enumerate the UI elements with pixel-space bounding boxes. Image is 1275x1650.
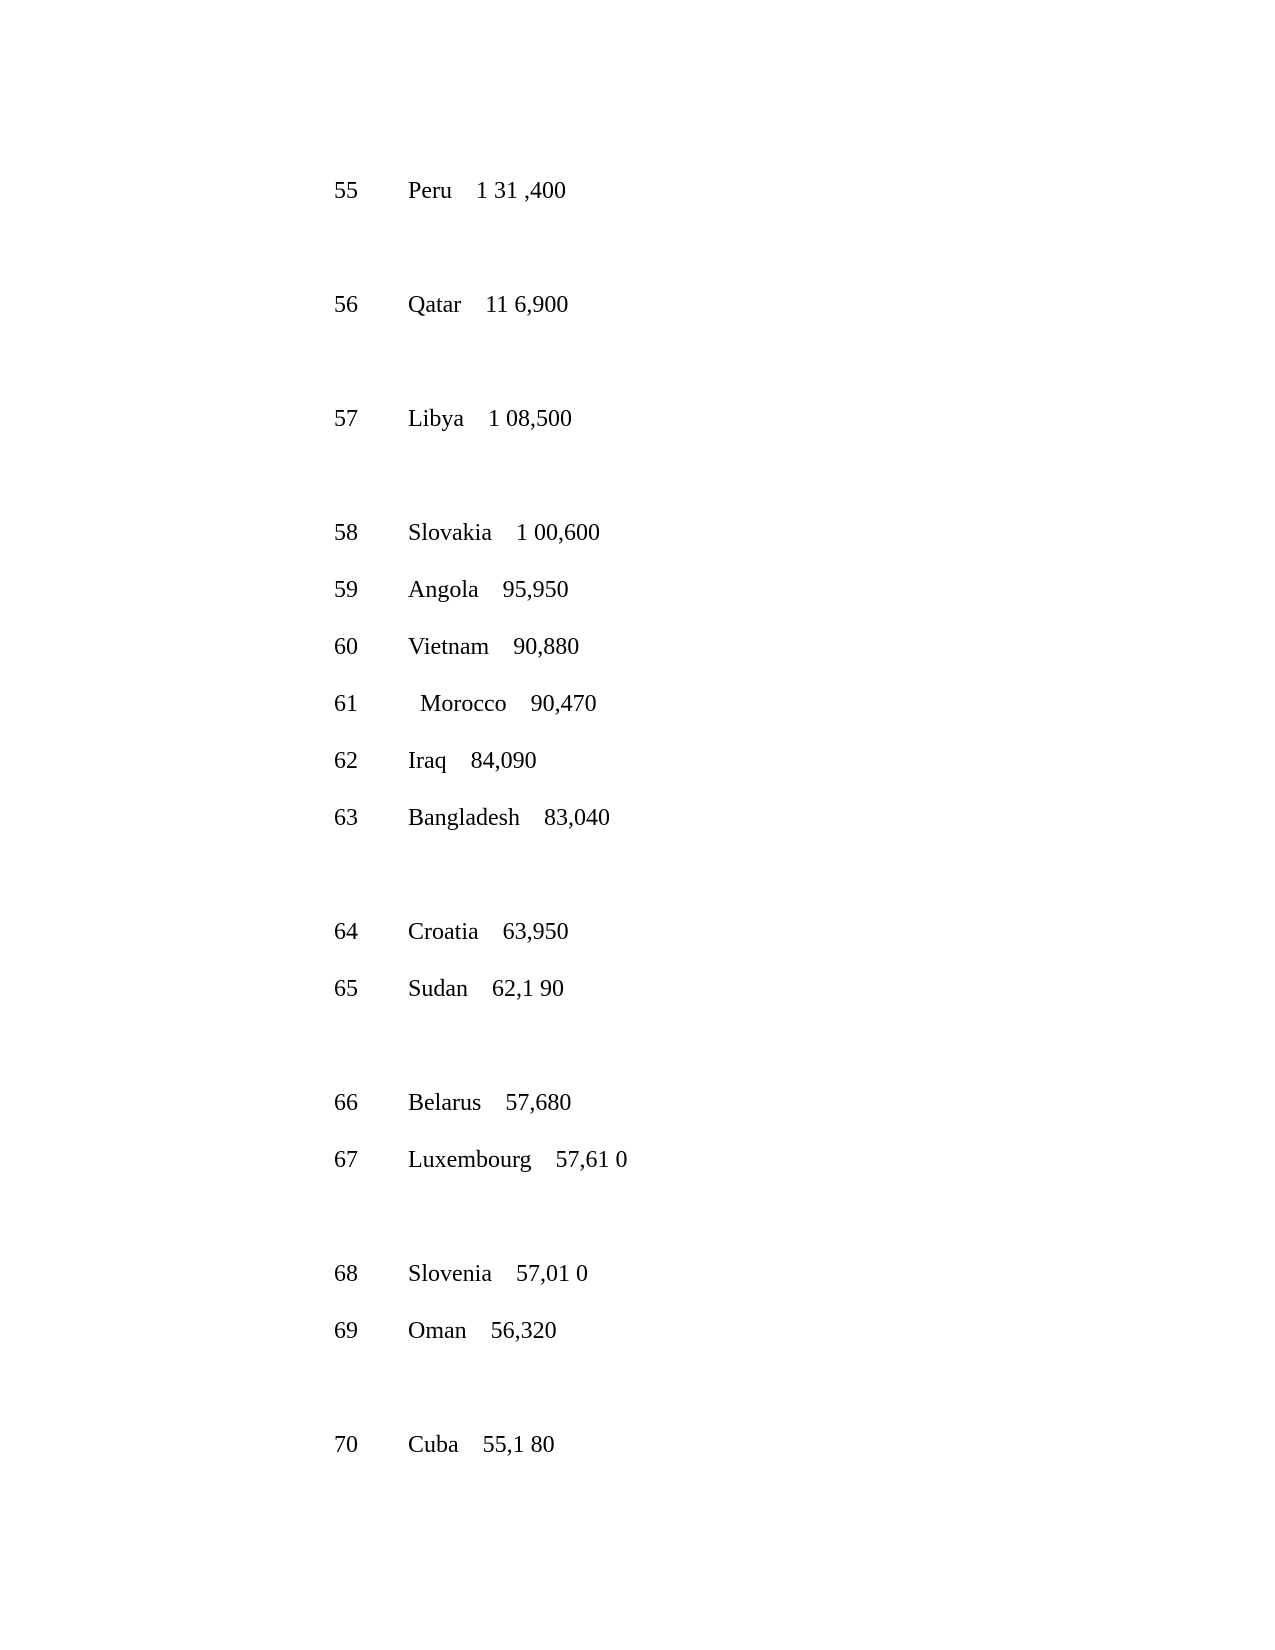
list-item (0, 1083, 1275, 1123)
list-item (0, 1140, 1275, 1180)
entry-text: Croatia 63,950 (408, 919, 569, 945)
list-item (0, 1311, 1275, 1351)
list-item (0, 1425, 1275, 1465)
entry-rank: 69 (334, 1318, 358, 1344)
entry-text: Slovenia 57,01 0 (408, 1261, 588, 1287)
list-item (0, 969, 1275, 1009)
entry-rank: 63 (334, 805, 358, 831)
list-item (0, 741, 1275, 781)
list-item (0, 513, 1275, 553)
entry-rank: 67 (334, 1147, 358, 1173)
entry-text: Luxembourg 57,61 0 (408, 1147, 628, 1173)
entry-rank: 60 (334, 634, 358, 660)
entry-text: Libya 1 08,500 (408, 406, 572, 432)
entry-text: Oman 56,320 (408, 1318, 557, 1344)
entry-text: Iraq 84,090 (408, 748, 537, 774)
entry-rank: 61 (334, 691, 358, 717)
list-item (0, 798, 1275, 838)
list-item (0, 1254, 1275, 1294)
list-item (0, 627, 1275, 667)
entry-rank: 55 (334, 178, 358, 204)
list-item (0, 171, 1275, 211)
entry-text: Angola 95,950 (408, 577, 569, 603)
entry-rank: 58 (334, 520, 358, 546)
entry-rank: 57 (334, 406, 358, 432)
entry-text: Qatar 11 6,900 (408, 292, 569, 318)
entry-rank: 64 (334, 919, 358, 945)
entry-rank: 70 (334, 1432, 358, 1458)
list-item (0, 399, 1275, 439)
entry-rank: 62 (334, 748, 358, 774)
list-item (0, 912, 1275, 952)
entry-text: Slovakia 1 00,600 (408, 520, 600, 546)
entry-rank: 68 (334, 1261, 358, 1287)
entry-text: Cuba 55,1 80 (408, 1432, 555, 1458)
entry-text: Sudan 62,1 90 (408, 976, 564, 1002)
list-item (0, 684, 1275, 724)
entry-text: Belarus 57,680 (408, 1090, 572, 1116)
entry-rank: 66 (334, 1090, 358, 1116)
entry-text: Bangladesh 83,040 (408, 805, 610, 831)
entry-text: Peru 1 31 ,400 (408, 178, 566, 204)
entry-rank: 59 (334, 577, 358, 603)
list-item (0, 285, 1275, 325)
list-item (0, 570, 1275, 610)
entry-rank: 65 (334, 976, 358, 1002)
entry-rank: 56 (334, 292, 358, 318)
entry-text: Vietnam 90,880 (408, 634, 580, 660)
entry-text: Morocco 90,470 (420, 691, 597, 717)
